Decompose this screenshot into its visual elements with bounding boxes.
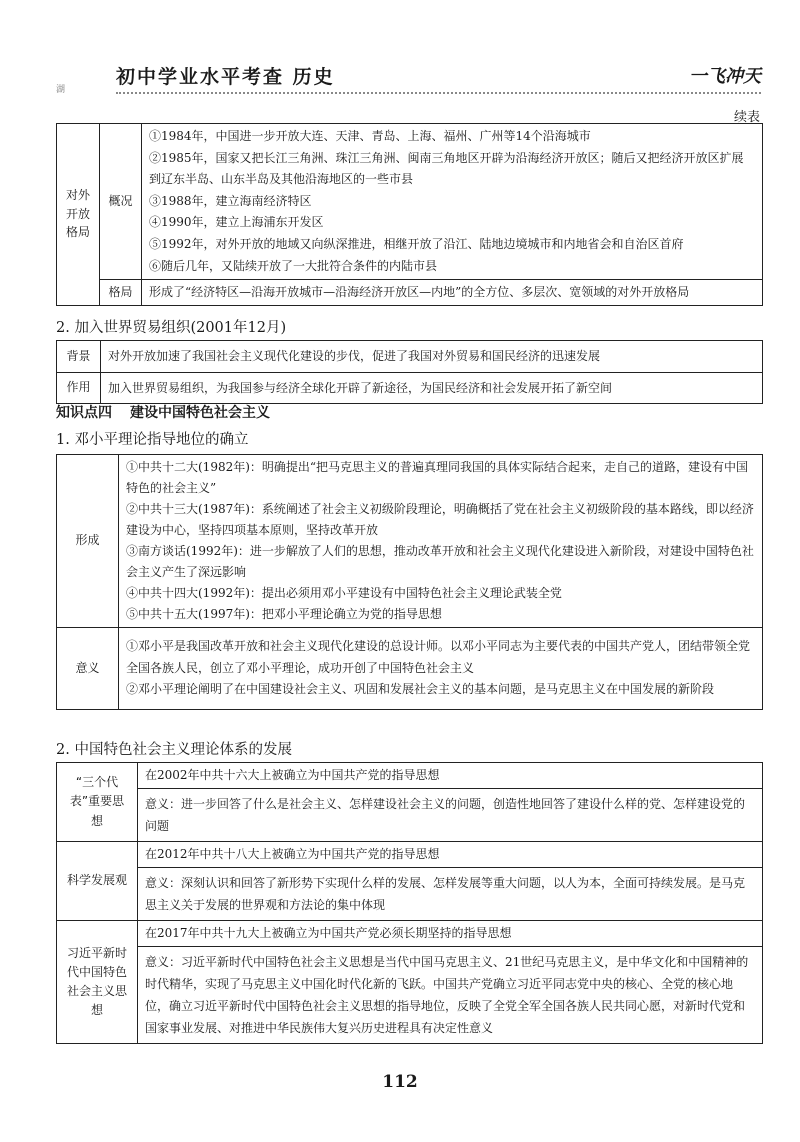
xi-thought-significance: 意义：习近平新时代中国特色社会主义思想是当代中国马克思主义、21世纪马克思主义，是中华文化和中国精神的时代精华，实现了马克思主义中国化时代化新的飞跃。中国共产党确立习近平同志党中央的核心、全党的核心地位，确立习近平新时代中国特色社会主义思想的指导地位，反映了全党全军全国各族人民共同心愿，对新时代党和国家事业发展、对推进中华民族伟大复兴历史进程具有决定性意义 [138, 946, 763, 1044]
section-heading-wto: 2. 加入世界贸易组织(2001年12月) [56, 320, 287, 336]
deng-theory-table [56, 454, 763, 710]
header-mark: 湖 [56, 85, 66, 95]
book-title: 初中学业水平考查 历史 [116, 66, 335, 88]
overview-item: ②1985年，国家又把长江三角洲、珠江三角洲、闽南三角地区开辟为沿海经济开放区；随后又把经济开放区扩展到辽东半岛、山东半岛及其他沿海地区的一些市县 [149, 150, 744, 187]
knowledge-point-name: 建设中国特色社会主义 [130, 405, 270, 421]
pattern-text: 形成了“经济特区—沿海开放城市—沿海经济开放区—内地”的全方位、多层次、宽领域的对外开放格局 [142, 280, 763, 306]
formation-label: 形成 [57, 455, 119, 628]
page-header [56, 60, 761, 100]
knowledge-point-number: 知识点四 [56, 405, 112, 421]
wto-effect-text: 加入世界贸易组织，为我国参与经济全球化开辟了新途径，为国民经济和社会发展开拓了新空间 [101, 372, 763, 404]
scientific-development-significance: 意义：深刻认识和回答了新形势下实现什么样的发展、怎样发展等重大问题，以人为本，全面可持续发展。是马克思主义关于发展的世界观和方法论的集中体现 [138, 867, 763, 920]
wto-background-text: 对外开放加速了我国社会主义现代化建设的步伐，促进了我国对外贸易和国民经济的迅速发展 [101, 341, 763, 373]
header-rule [116, 92, 761, 94]
wto-background-label: 背景 [57, 341, 101, 373]
three-represents-status: 在2002年中共十六大上被确立为中国共产党的指导思想 [138, 763, 763, 789]
overview-label: 概况 [100, 124, 142, 280]
formation-item: ②中共十三大(1987年)：系统阐述了社会主义初级阶段理论，明确概括了党在社会主义初级阶段的基本路线，即以经济建设为中心，坚持四项基本原则，坚持改革开放 [126, 502, 754, 537]
wto-effect-label: 作用 [57, 372, 101, 404]
formation-item: ④中共十四大(1992年)：提出必须用邓小平建设有中国特色社会主义理论武装全党 [126, 586, 562, 600]
overview-item: ③1988年，建立海南经济特区 [149, 193, 312, 208]
knowledge-point-title [56, 402, 270, 422]
significance-item: ②邓小平理论阐明了在中国建设社会主义、巩固和发展社会主义的基本问题，是马克思主义在中国发展的新阶段 [126, 682, 715, 697]
overview-item: ⑤1992年，对外开放的地域又向纵深推进，相继开放了沿江、陆地边境城市和内地省会和自治区首府 [149, 236, 684, 251]
xi-thought-status: 在2017年中共十九大上被确立为中国共产党必须长期坚持的指导思想 [138, 921, 763, 947]
formation-cell [119, 455, 763, 628]
scientific-development-label: 科学发展观 [57, 842, 138, 921]
overview-item: ①1984年，中国进一步开放大连、天津、青岛、上海、福州、广州等14个沿海城市 [149, 129, 591, 143]
brand-logo: 一飞冲天 [689, 66, 761, 87]
overview-item: ④1990年，建立上海浦东开发区 [149, 215, 324, 230]
pattern-label: 格局 [100, 280, 142, 306]
xi-thought-label: 习近平新时代中国特色社会主义思想 [57, 921, 138, 1044]
significance-label: 意义 [57, 628, 119, 710]
continued-label: 续表 [733, 110, 760, 125]
three-represents-label: “三个代表”重要思想 [57, 763, 138, 842]
significance-item: ①邓小平是我国改革开放和社会主义现代化建设的总设计师。以邓小平同志为主要代表的中国共产党人，团结带领全党全国各族人民，创立了邓小平理论，成功开创了中国特色社会主义 [126, 639, 751, 675]
opening-up-row-header: 对外开放格局 [57, 124, 100, 306]
three-represents-significance: 意义：进一步回答了什么是社会主义、怎样建设社会主义的问题，创造性地回答了建设什么样的党、怎样建设党的问题 [138, 788, 763, 841]
theory-system-table [56, 762, 763, 1044]
formation-item: ③南方谈话(1992年)：进一步解放了人们的思想，推动改革开放和社会主义现代化建设进入新阶段，对建设中国特色社会主义产生了深远影响 [126, 544, 754, 579]
opening-up-table [56, 123, 763, 306]
scientific-development-status: 在2012年中共十八大上被确立为中国共产党的指导思想 [138, 842, 763, 868]
overview-item: ⑥随后几年，又陆续开放了一大批符合条件的内陆市县 [149, 258, 438, 273]
section-heading-deng: 1. 邓小平理论指导地位的确立 [56, 432, 249, 448]
formation-item: ①中共十二大(1982年)：明确提出“把马克思主义的普遍真理同我国的具体实际结合起来，走自己的道路，建设有中国特色的社会主义” [126, 460, 749, 495]
significance-cell [119, 628, 763, 710]
overview-cell [142, 124, 763, 280]
formation-item: ⑤中共十五大(1997年)：把邓小平理论确立为党的指导思想 [126, 607, 442, 621]
section-heading-theory-system: 2. 中国特色社会主义理论体系的发展 [56, 742, 292, 758]
page-number: 112 [382, 1072, 418, 1092]
wto-table [56, 340, 763, 404]
